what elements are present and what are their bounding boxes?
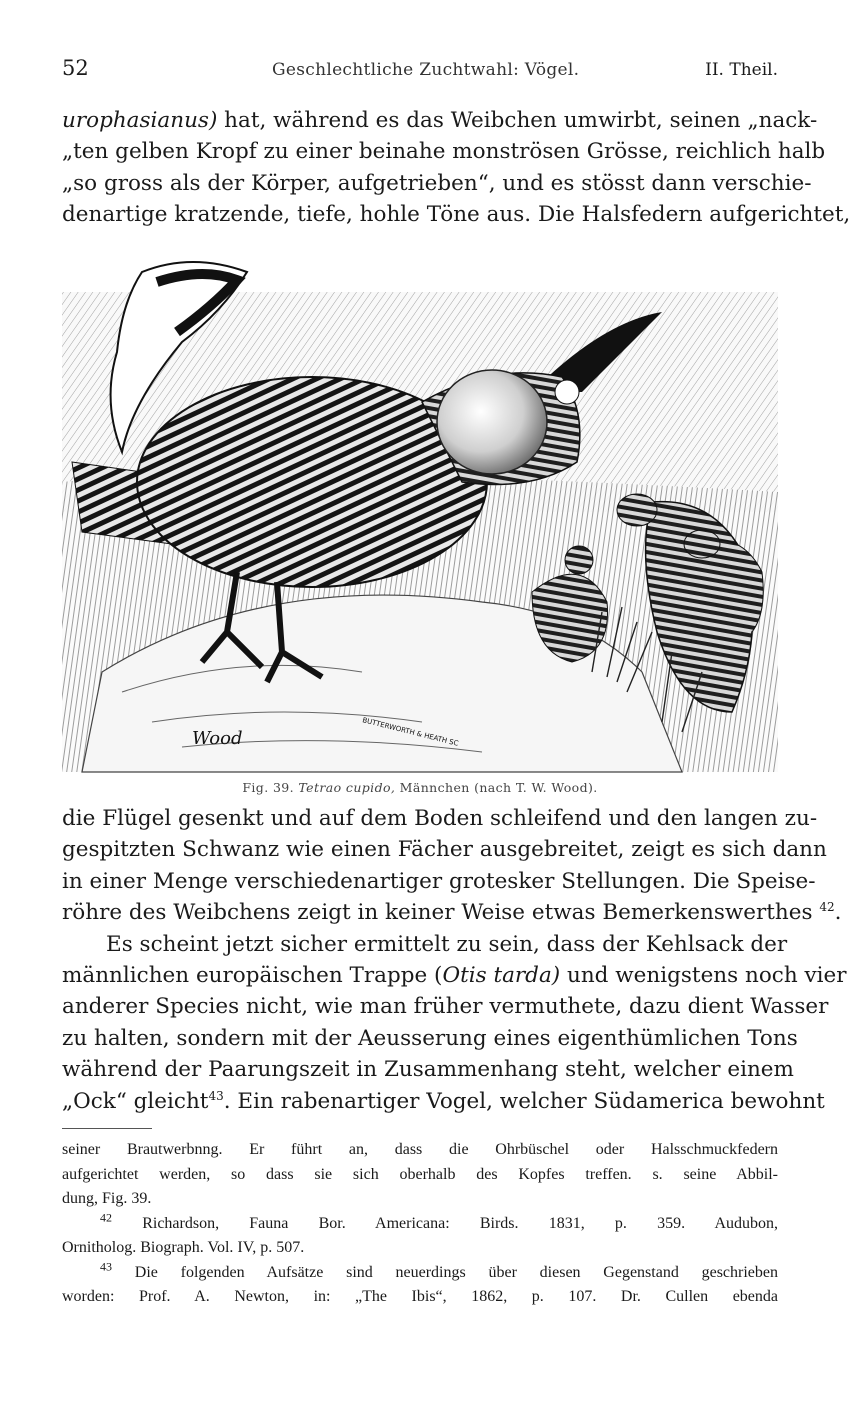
running-title: Geschlechtliche Zuchtwahl: Vögel. — [272, 60, 580, 80]
caption-prefix: Fig. 39. — [242, 780, 295, 795]
text-line: „so gross als der Körper, aufgetrieben“, und es stösst dann verschie- — [62, 170, 812, 196]
text-line: denartige kratzende, tiefe, hohle Töne aus. Die Halsfedern aufgerichtet, — [62, 202, 850, 228]
footnote-number: 42 — [100, 1210, 112, 1225]
prairie-chicken-engraving — [62, 252, 778, 772]
caption-species: Tetrao cupido, — [298, 780, 396, 795]
species-name: Otis tarda) — [442, 962, 561, 988]
figure-illustration — [62, 252, 778, 772]
text-line: röhre des Weibchens zeigt in keiner Weise etwas Bemerkenswerthes $^{42}$. — [62, 900, 842, 926]
text-line: „Ock“ gleicht$^{43}$. Ein rabenartiger Vogel, welcher Südamerica bewohnt — [62, 1088, 825, 1114]
text-line: gespitzten Schwanz wie einen Fächer ausgebreitet, zeigt es sich dann — [62, 837, 827, 863]
footnote-rule — [62, 1128, 152, 1129]
top-paragraph — [62, 105, 850, 231]
engraver-credit: BUTTERWORTH & HEATH SC — [361, 716, 460, 748]
text-line: in einer Menge verschiedenartiger grotesker Stellungen. Die Speise- — [62, 868, 816, 894]
footnote-line: Ornitholog. Biograph. Vol. IV, p. 507. — [62, 1239, 305, 1256]
text-line: die Flügel gesenkt und auf dem Boden schleifend und den langen zu- — [62, 806, 818, 831]
text-line: Es scheint jetzt sicher ermittelt zu sein, dass der Kehlsack der — [106, 931, 788, 957]
text-line: urophasianus) hat, während es das Weibchen umwirbt, seinen „nack- — [62, 108, 818, 133]
footnote-42: $^{42}$ Richardson, Fauna Bor. Americana: Birds. 1831, p. 359. Audubon, — [100, 1210, 778, 1232]
text-line: zu halten, sondern mit der Aeusserung eines eigenthümlichen Tons — [62, 1025, 798, 1051]
figure-caption — [62, 780, 778, 795]
body-paragraphs — [62, 803, 847, 1117]
footnote-number: 43 — [100, 1259, 112, 1274]
species-name: urophasianus) — [62, 108, 218, 133]
footnote-line: seiner Brautwerbnng. Er führt an, dass die Ohrbüschel oder Halsschmuckfedern — [62, 1141, 778, 1158]
artist-signature: Wood — [192, 728, 243, 749]
text-line: während der Paarungszeit in Zusammenhang steht, welcher einem — [62, 1057, 794, 1083]
footnote-ref-42: 42 — [819, 900, 835, 915]
footnote-line: worden: Prof. A. Newton, in: „The Ibis“, 1862, p. 107. Dr. Cullen ebenda — [62, 1288, 778, 1305]
running-header — [62, 56, 778, 86]
text-line: anderer Species nicht, wie man früher vermuthete, dazu dient Wasser — [62, 994, 829, 1020]
page-number: 52 — [62, 56, 89, 80]
footnote-ref-43: 43 — [208, 1088, 224, 1103]
footnotes — [62, 1138, 778, 1310]
part-label: II. Theil. — [705, 60, 778, 80]
footnote-line: aufgerichtet werden, so dass sie sich oberhalb des Kopfes treffen. s. seine Abbil- — [62, 1165, 778, 1183]
text-line: „ten gelben Kropf zu einer beinahe monströsen Grösse, reichlich halb — [62, 139, 826, 165]
caption-rest: Männchen (nach T. W. Wood). — [399, 780, 598, 795]
footnote-43: $^{43}$ Die folgenden Aufsätze sind neuerdings über diesen Gegenstand geschrieben — [100, 1259, 778, 1281]
text-line: männlichen europäischen Trappe (Otis tarda) und wenigstens noch vier — [62, 962, 847, 988]
footnote-line: dung, Fig. 39. — [62, 1190, 152, 1207]
